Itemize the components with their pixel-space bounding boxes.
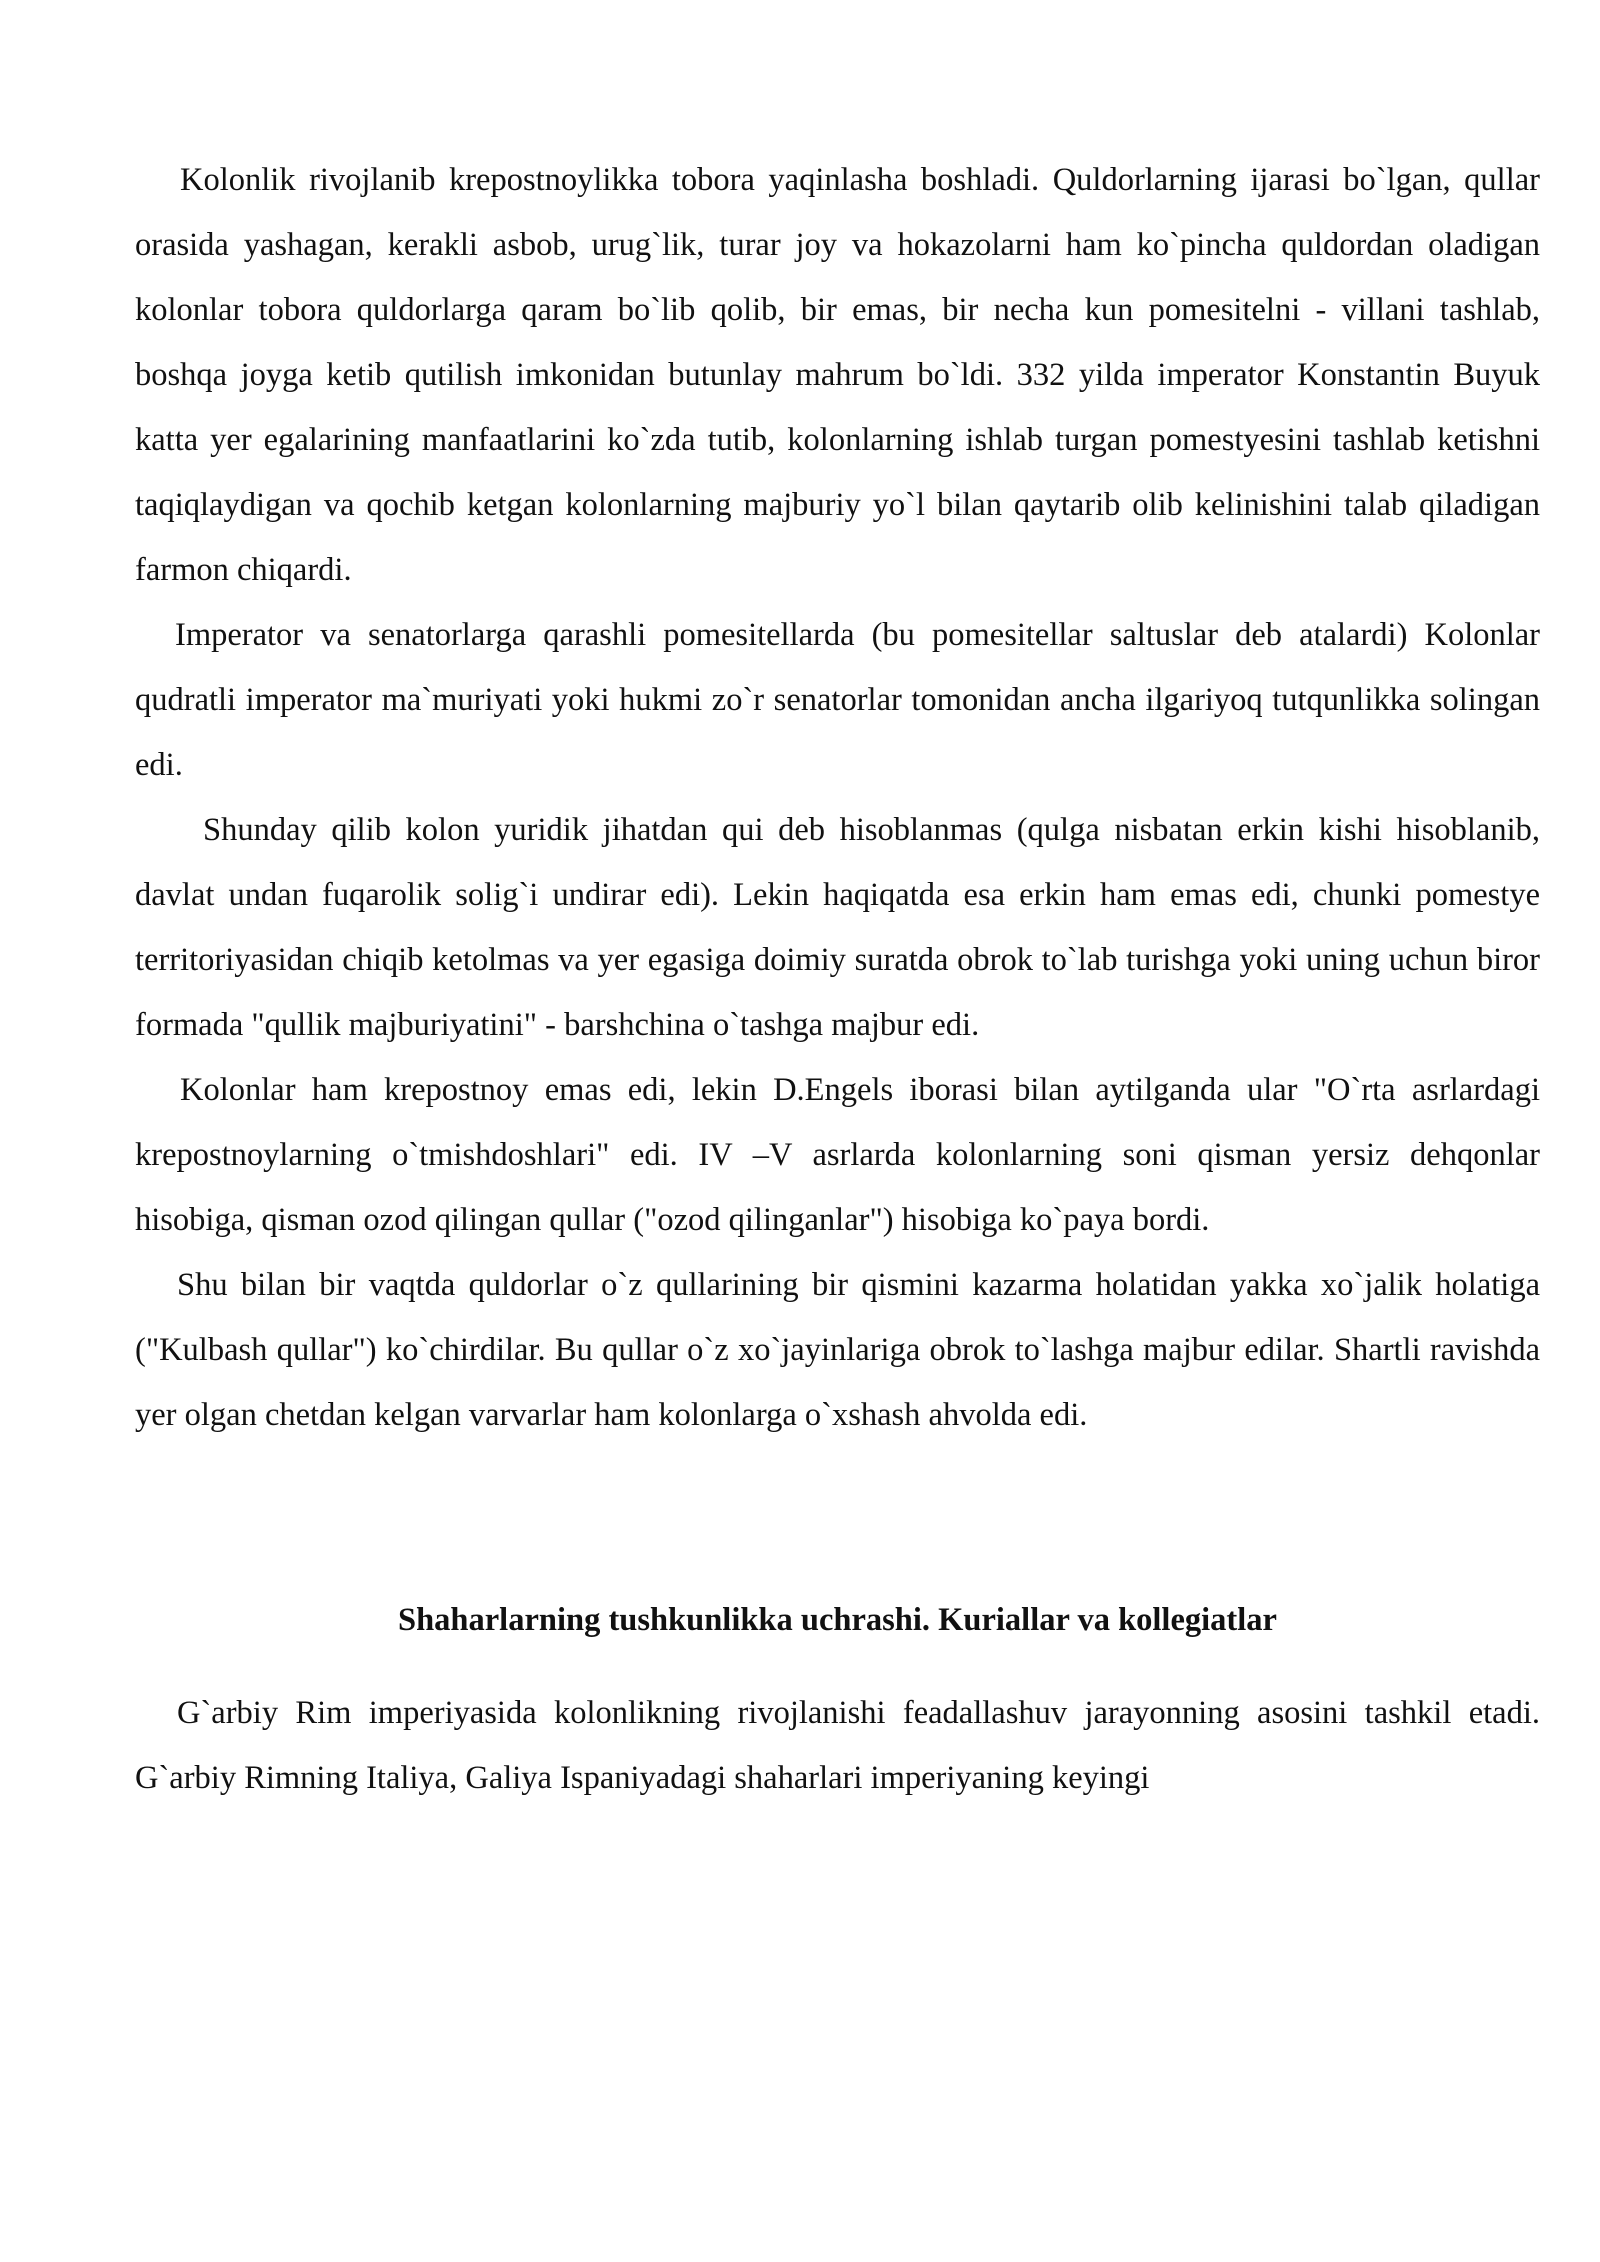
paragraph-garbiy-rim: G`arbiy Rim imperiyasida kolonlikning rivojlanishi feadallashuv jarayonning asosini tashkil etadi. G`arbiy Rimning Italiya, Galiya Ispaniyadagi shaharlari imperiyaning keyingi bbox=[135, 1695, 1540, 1796]
paragraph-kolonlik: Kolonlik rivojlanib krepostnoylikka tobora yaqinlasha boshladi. Quldorlarning ijarasi bo`lgan, qullar orasida yashagan, kerakli asbob, urug`lik, turar joy va hokazolarni ham ko`pincha quldordan oladigan kolonlar tobora quldorlarga qaram bo`lib qolib, bir emas, bir necha kun pomesitelni - villani tashlab, boshqa joyga ketib qutilish imkonidan butunlay mahrum bo`ldi. 332 yilda imperator Konstantin Buyuk katta yer egalarining manfaatlarini ko`zda tutib, kolonlarning ishlab turgan pomestyesini tashlab ketishni taqiqlaydigan va qochib ketgan kolonlarning majburiy yo`l bilan qaytarib olib kelinishini talab qiladigan farmon chiqardi. bbox=[135, 162, 1540, 588]
paragraph-shunday: Shunday qilib kolon yuridik jihatdan qui deb hisoblanmas (qulga nisbatan erkin kishi hisoblanib, davlat undan fuqarolik solig`i undirar edi). Lekin haqiqatda esa erkin ham emas edi, chunki pomestye territoriyasidan chiqib ketolmas va yer egasiga doimiy suratda obrok to`lab turishga yoki uning uchun biror formada "qullik majburiyatini" - barshchina o`tashga majbur edi. bbox=[135, 812, 1540, 1043]
paragraph-kolonlar: Kolonlar ham krepostnoy emas edi, lekin D.Engels iborasi bilan aytilganda ular "O`rta asrlardagi krepostnoylarning o`tmishdoshlari" edi. IV –V asrlarda kolonlarning soni qisman yersiz dehqonlar hisobiga, qisman ozod qilingan qullar ("ozod qilinganlar") hisobiga ko`paya bordi. bbox=[135, 1072, 1540, 1238]
section-heading: Shaharlarning tushkunlikka uchrashi. Kuriallar va kollegiatlar bbox=[398, 1602, 1277, 1638]
paragraph-imperator: Imperator va senatorlarga qarashli pomesitellarda (bu pomesitellar saltuslar deb atalardi) Kolonlar qudratli imperator ma`muriyati yoki hukmi zo`r senatorlar tomonidan ancha ilgariyoq tutqunlikka solingan edi. bbox=[135, 617, 1540, 783]
heading-spacer bbox=[135, 1653, 1540, 1681]
section-spacer bbox=[135, 1448, 1540, 1588]
paragraph-shu-bilan: Shu bilan bir vaqtda quldorlar o`z qullarining bir qismini kazarma holatidan yakka xo`jalik holatiga ("Kulbash qullar") ko`chirdilar. Bu qullar o`z xo`jayinlariga obrok to`lashga majbur edilar. Shartli ravishda yer olgan chetdan kelgan varvarlar ham kolonlarga o`xshash ahvolda edi. bbox=[135, 1267, 1540, 1433]
document-body bbox=[135, 148, 1540, 1811]
